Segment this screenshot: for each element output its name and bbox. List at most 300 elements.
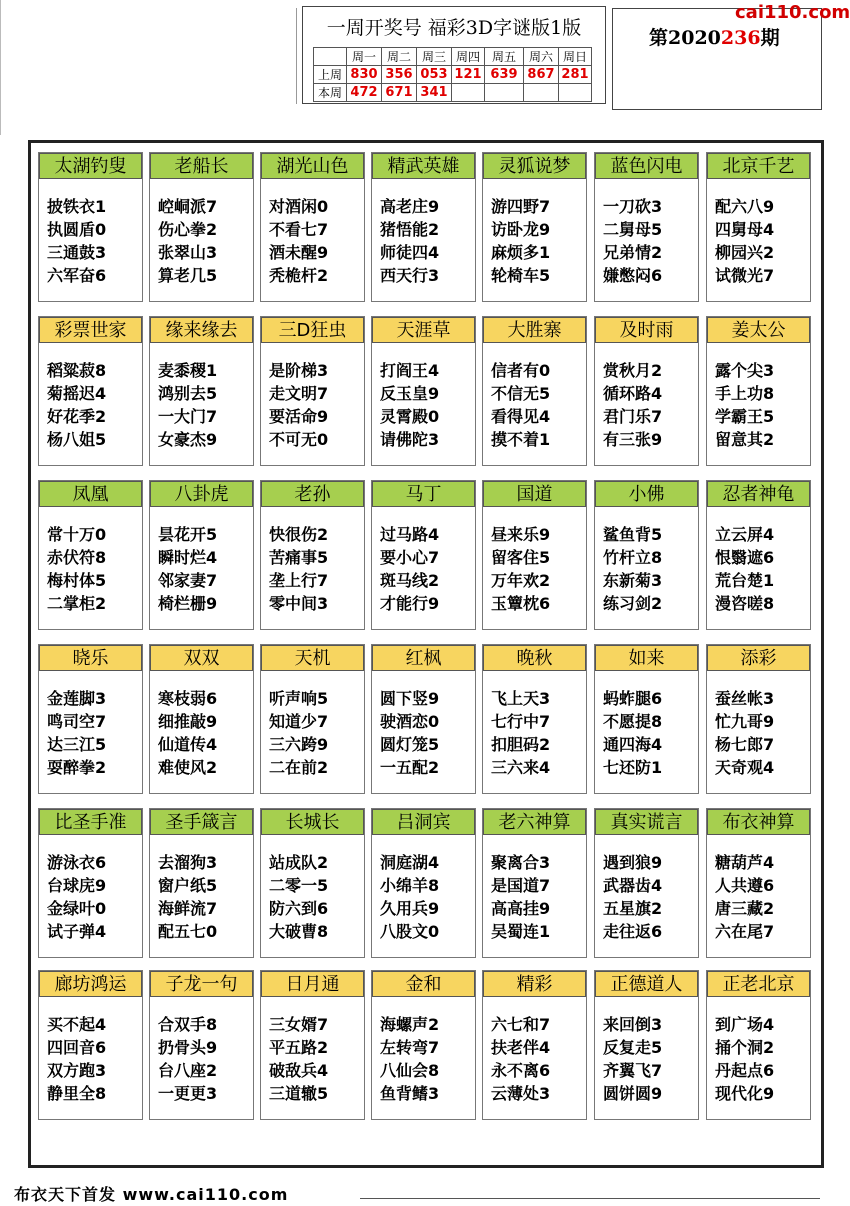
puzzle-cell-title: 老六神算 [483, 809, 586, 835]
puzzle-phrase: 练习剑2 [603, 594, 663, 613]
puzzle-phrase: 六军奋6 [47, 266, 107, 285]
puzzle-phrase: 海螺声2 [380, 1015, 440, 1034]
puzzle-phrases [269, 687, 328, 779]
puzzle-phrase: 六七和7 [491, 1015, 551, 1034]
last-week-label: 上周 [314, 66, 347, 84]
puzzle-cell [149, 644, 254, 794]
puzzle-cell [594, 316, 699, 466]
puzzle-phrases [380, 359, 439, 451]
puzzle-cell [371, 808, 476, 958]
puzzle-phrase: 二零一5 [269, 876, 329, 895]
puzzle-phrases [158, 523, 217, 615]
puzzle-phrase: 四回音6 [47, 1038, 107, 1057]
puzzle-cell [149, 970, 254, 1120]
puzzle-phrase: 才能行9 [380, 594, 440, 613]
draw-number: 281 [559, 66, 592, 84]
puzzle-phrase: 赏秋月2 [603, 361, 663, 380]
puzzle-cell [38, 316, 143, 466]
puzzle-phrase: 竹杆立8 [603, 548, 663, 567]
puzzle-cell-title: 北京千艺 [707, 153, 810, 179]
puzzle-phrase: 对酒闲0 [269, 197, 329, 216]
draw-number [524, 84, 559, 102]
puzzle-phrases [603, 851, 662, 943]
puzzle-phrases [715, 523, 774, 615]
puzzle-phrase: 斑马线2 [380, 571, 440, 590]
puzzle-cell-title: 忍者神龟 [707, 481, 810, 507]
puzzle-phrase: 糖葫芦4 [715, 853, 775, 872]
puzzle-phrase: 金莲脚3 [47, 689, 107, 708]
puzzle-phrase: 杨八姐5 [47, 430, 107, 449]
puzzle-phrase: 耍醉拳2 [47, 758, 107, 777]
puzzle-phrase: 现代化9 [715, 1084, 775, 1103]
puzzle-cell-title: 大胜寨 [483, 317, 586, 343]
puzzle-phrase: 七还防1 [603, 758, 663, 777]
puzzle-phrase: 三通鼓3 [47, 243, 107, 262]
puzzle-cell [149, 152, 254, 302]
puzzle-cell-title: 蓝色闪电 [595, 153, 698, 179]
puzzle-cell [706, 480, 811, 630]
puzzle-cell-title: 精武英雄 [372, 153, 475, 179]
puzzle-phrase: 要小心7 [380, 548, 440, 567]
puzzle-phrase: 聚离合3 [491, 853, 551, 872]
puzzle-phrases [47, 523, 106, 615]
puzzle-phrase: 恨翳遮6 [715, 548, 775, 567]
puzzle-cell-title: 添彩 [707, 645, 810, 671]
puzzle-cell-title: 圣手箴言 [150, 809, 253, 835]
puzzle-phrase: 昼来乐9 [491, 525, 551, 544]
puzzle-cell-title: 金和 [372, 971, 475, 997]
footer-line [360, 1198, 820, 1199]
puzzle-cell-title: 廊坊鸿运 [39, 971, 142, 997]
puzzle-cell-title: 老孙 [261, 481, 364, 507]
puzzle-phrase: 好花季2 [47, 407, 107, 426]
puzzle-cell [260, 480, 365, 630]
puzzle-phrases [269, 1013, 328, 1105]
puzzle-phrases [47, 195, 106, 287]
puzzle-phrase: 东新菊3 [603, 571, 663, 590]
puzzle-phrase: 立云屏4 [715, 525, 775, 544]
puzzle-phrase: 八仙会8 [380, 1061, 440, 1080]
puzzle-phrases [491, 523, 550, 615]
puzzle-phrase: 是国道7 [491, 876, 551, 895]
puzzle-phrase: 打阎王4 [380, 361, 440, 380]
day-label: 周二 [382, 48, 417, 66]
puzzle-phrase: 嫌憋闷6 [603, 266, 663, 285]
puzzle-cell-title: 吕洞宾 [372, 809, 475, 835]
puzzle-phrases [491, 851, 550, 943]
puzzle-phrase: 六在尾7 [715, 922, 775, 941]
days-row [314, 48, 592, 66]
puzzle-phrase: 留意其2 [715, 430, 775, 449]
puzzle-phrase: 细推敲9 [158, 712, 218, 731]
puzzle-cell [260, 970, 365, 1120]
puzzle-cell-title: 三D狂虫 [261, 317, 364, 343]
puzzle-phrase: 游四野7 [491, 197, 551, 216]
puzzle-phrase: 过马路4 [380, 525, 440, 544]
puzzle-cell [706, 316, 811, 466]
puzzle-phrase: 圆灯笼5 [380, 735, 440, 754]
puzzle-cell [482, 970, 587, 1120]
weekly-results-box [302, 6, 606, 104]
puzzle-phrase: 达三江5 [47, 735, 107, 754]
puzzle-phrase: 扔骨头9 [158, 1038, 218, 1057]
puzzle-phrase: 一刀砍3 [603, 197, 663, 216]
puzzle-phrases [47, 687, 106, 779]
puzzle-phrase: 唐三藏2 [715, 899, 775, 918]
last-week-row [314, 66, 592, 84]
puzzle-phrase: 左转弯7 [380, 1038, 440, 1057]
edge-line [0, 0, 1, 135]
puzzle-phrase: 五星旗2 [603, 899, 663, 918]
puzzle-phrase: 麦黍稷1 [158, 361, 218, 380]
draw-number [485, 84, 524, 102]
puzzle-phrase: 鸣司空7 [47, 712, 107, 731]
puzzle-cell [38, 970, 143, 1120]
puzzle-cell [482, 316, 587, 466]
puzzle-cell-title: 缘来缘去 [150, 317, 253, 343]
puzzle-cell [371, 644, 476, 794]
draw-number: 867 [524, 66, 559, 84]
puzzle-phrase: 静里全8 [47, 1084, 107, 1103]
puzzle-cell [149, 808, 254, 958]
puzzle-phrase: 窗户纸5 [158, 876, 218, 895]
puzzle-phrase: 君门乐7 [603, 407, 663, 426]
puzzle-phrase: 配六八9 [715, 197, 775, 216]
draw-number [559, 84, 592, 102]
puzzle-cell [371, 970, 476, 1120]
puzzle-phrases [603, 359, 662, 451]
puzzle-phrase: 零中间3 [269, 594, 329, 613]
puzzle-phrase: 万年欢2 [491, 571, 551, 590]
puzzle-phrases [603, 523, 662, 615]
puzzle-phrases [380, 195, 439, 287]
puzzle-cell-title: 马丁 [372, 481, 475, 507]
puzzle-phrase: 二舅母5 [603, 220, 663, 239]
draw-number: 639 [485, 66, 524, 84]
puzzle-phrase: 圆下竖9 [380, 689, 440, 708]
puzzle-cell-title: 正老北京 [707, 971, 810, 997]
puzzle-cell [594, 152, 699, 302]
puzzle-phrase: 鲨鱼背5 [603, 525, 663, 544]
puzzle-phrase: 梅村体5 [47, 571, 107, 590]
puzzle-phrase: 摸不着1 [491, 430, 551, 449]
puzzle-phrase: 驶酒恋0 [380, 712, 440, 731]
puzzle-phrases [715, 195, 774, 287]
puzzle-phrase: 试微光7 [715, 266, 775, 285]
puzzle-phrase: 学霸王5 [715, 407, 775, 426]
puzzle-phrase: 留客住5 [491, 548, 551, 567]
puzzle-phrases [269, 195, 328, 287]
puzzle-phrase: 永不离6 [491, 1061, 551, 1080]
puzzle-phrase: 鸿别去5 [158, 384, 218, 403]
puzzle-phrase: 八股文0 [380, 922, 440, 941]
puzzle-phrase: 鱼背鳍3 [380, 1084, 440, 1103]
puzzle-cell [371, 480, 476, 630]
puzzle-cell-title: 红枫 [372, 645, 475, 671]
puzzle-phrase: 云薄处3 [491, 1084, 551, 1103]
puzzle-phrase: 遇到狼9 [603, 853, 663, 872]
puzzle-cell-title: 正德道人 [595, 971, 698, 997]
puzzle-phrase: 西天行3 [380, 266, 440, 285]
puzzle-cell [594, 480, 699, 630]
puzzle-phrase: 赤伏符8 [47, 548, 107, 567]
puzzle-phrase: 荒台楚1 [715, 571, 775, 590]
puzzle-cell-title: 天涯草 [372, 317, 475, 343]
puzzle-phrase: 配五七0 [158, 922, 218, 941]
puzzle-phrase: 忙九哥9 [715, 712, 775, 731]
puzzle-cell-title: 老船长 [150, 153, 253, 179]
puzzle-phrases [380, 523, 439, 615]
puzzle-cell [260, 316, 365, 466]
puzzle-phrase: 丹起点6 [715, 1061, 775, 1080]
puzzle-phrase: 金绿叶0 [47, 899, 107, 918]
puzzle-cell [482, 152, 587, 302]
draw-number [452, 84, 485, 102]
puzzle-phrase: 到广场4 [715, 1015, 775, 1034]
day-label: 周六 [524, 48, 559, 66]
puzzle-phrase: 买不起4 [47, 1015, 107, 1034]
puzzle-cell [260, 644, 365, 794]
puzzle-phrase: 双方跑3 [47, 1061, 107, 1080]
puzzle-cell-title: 湖光山色 [261, 153, 364, 179]
issue-prefix: 第2020 [649, 27, 721, 49]
puzzle-phrase: 难使风2 [158, 758, 218, 777]
day-label: 周日 [559, 48, 592, 66]
puzzle-phrase: 仙道传4 [158, 735, 218, 754]
puzzle-phrase: 捅个洞2 [715, 1038, 775, 1057]
puzzle-phrases [47, 851, 106, 943]
puzzle-phrase: 通四海4 [603, 735, 663, 754]
issue-number-red: 236 [720, 27, 761, 49]
puzzle-phrase: 高高挂9 [491, 899, 551, 918]
this-week-label: 本周 [314, 84, 347, 102]
puzzle-cell [482, 480, 587, 630]
puzzle-cell-title: 及时雨 [595, 317, 698, 343]
puzzle-phrases [491, 359, 550, 451]
puzzle-cell-title: 长城长 [261, 809, 364, 835]
puzzle-phrase: 扣胆码2 [491, 735, 551, 754]
issue-number [649, 23, 780, 50]
puzzle-cell [371, 152, 476, 302]
puzzle-phrase: 手上功8 [715, 384, 775, 403]
puzzle-phrase: 杨七郎7 [715, 735, 775, 754]
puzzle-phrases [603, 687, 662, 779]
puzzle-phrase: 小绵羊8 [380, 876, 440, 895]
puzzle-cell-title: 小佛 [595, 481, 698, 507]
puzzle-phrase: 苦痛事5 [269, 548, 329, 567]
puzzle-cell-title: 国道 [483, 481, 586, 507]
puzzle-phrase: 久用兵9 [380, 899, 440, 918]
puzzle-phrase: 台球庑9 [47, 876, 107, 895]
puzzle-phrase: 不看七7 [269, 220, 329, 239]
puzzle-phrase: 不可无0 [269, 430, 329, 449]
day-label: 周三 [417, 48, 452, 66]
draw-number: 053 [417, 66, 452, 84]
puzzle-phrase: 酒未醒9 [269, 243, 329, 262]
puzzle-cell [149, 316, 254, 466]
puzzle-cell-title: 晓乐 [39, 645, 142, 671]
puzzle-cell [706, 152, 811, 302]
puzzle-phrases [158, 1013, 217, 1105]
puzzle-phrase: 扶老伴4 [491, 1038, 551, 1057]
puzzle-phrase: 寒枝弱6 [158, 689, 218, 708]
puzzle-phrase: 走往返6 [603, 922, 663, 941]
puzzle-phrase: 反复走5 [603, 1038, 663, 1057]
puzzle-cell [594, 970, 699, 1120]
puzzle-phrase: 垄上行7 [269, 571, 329, 590]
puzzle-phrase: 知道少7 [269, 712, 329, 731]
puzzle-phrase: 有三张9 [603, 430, 663, 449]
puzzle-phrase: 常十万0 [47, 525, 107, 544]
puzzle-phrases [715, 851, 774, 943]
puzzle-phrases [269, 851, 328, 943]
puzzle-phrase: 玉簟枕6 [491, 594, 551, 613]
puzzle-cell [260, 152, 365, 302]
puzzle-phrase: 防六到6 [269, 899, 329, 918]
puzzle-phrase: 人共遵6 [715, 876, 775, 895]
puzzle-cell-title: 晚秋 [483, 645, 586, 671]
puzzle-phrase: 兄弟情2 [603, 243, 663, 262]
puzzle-phrase: 是阶梯3 [269, 361, 329, 380]
puzzle-cell [706, 970, 811, 1120]
puzzle-phrase: 飞上天3 [491, 689, 551, 708]
puzzle-cell [482, 644, 587, 794]
puzzle-phrase: 蚂蚱腿6 [603, 689, 663, 708]
puzzle-phrase: 二在前2 [269, 758, 329, 777]
puzzle-phrase: 听声响5 [269, 689, 329, 708]
puzzle-cell-title: 八卦虎 [150, 481, 253, 507]
puzzle-phrase: 高老庄9 [380, 197, 440, 216]
day-label: 周五 [485, 48, 524, 66]
puzzle-cell [149, 480, 254, 630]
puzzle-cell [482, 808, 587, 958]
puzzle-phrase: 轮椅车5 [491, 266, 551, 285]
issue-suffix: 期 [760, 27, 780, 49]
puzzle-phrases [47, 359, 106, 451]
puzzle-phrase: 昙花开5 [158, 525, 218, 544]
puzzle-phrase: 算老几5 [158, 266, 218, 285]
puzzle-phrase: 二掌柜2 [47, 594, 107, 613]
draw-number: 830 [347, 66, 382, 84]
puzzle-cell [594, 808, 699, 958]
draw-number: 341 [417, 84, 452, 102]
puzzle-cell [706, 808, 811, 958]
puzzle-cell-title: 比圣手准 [39, 809, 142, 835]
puzzle-phrase: 合双手8 [158, 1015, 218, 1034]
puzzle-phrase: 猪悟能2 [380, 220, 440, 239]
puzzle-phrases [158, 195, 217, 287]
puzzle-cell [594, 644, 699, 794]
draw-number: 121 [452, 66, 485, 84]
puzzle-phrase: 张翠山3 [158, 243, 218, 262]
puzzle-phrase: 游泳衣6 [47, 853, 107, 872]
puzzle-phrase: 武器齿4 [603, 876, 663, 895]
puzzle-phrases [158, 851, 217, 943]
puzzle-phrase: 椅栏栅9 [158, 594, 218, 613]
puzzle-phrase: 柳园兴2 [715, 243, 775, 262]
puzzle-phrases [269, 523, 328, 615]
draw-number: 671 [382, 84, 417, 102]
puzzle-phrases [603, 1013, 662, 1105]
puzzle-phrase: 反玉皇9 [380, 384, 440, 403]
puzzle-phrase: 秃桅杆2 [269, 266, 329, 285]
puzzle-cell-title: 真实谎言 [595, 809, 698, 835]
this-week-row [314, 84, 592, 102]
puzzle-phrase: 破敌兵4 [269, 1061, 329, 1080]
puzzle-phrase: 菊摇迟4 [47, 384, 107, 403]
puzzle-phrase: 一大门7 [158, 407, 218, 426]
puzzle-phrase: 天奇观4 [715, 758, 775, 777]
puzzle-phrase: 蚕丝帐3 [715, 689, 775, 708]
puzzle-phrases [715, 359, 774, 451]
puzzle-phrases [269, 359, 328, 451]
puzzle-phrases [380, 687, 439, 779]
puzzle-cell-title: 灵狐说梦 [483, 153, 586, 179]
puzzle-phrase: 七行中7 [491, 712, 551, 731]
puzzle-phrase: 走文明7 [269, 384, 329, 403]
puzzle-phrase: 三道辙5 [269, 1084, 329, 1103]
site-logo[interactable]: cai110.com [735, 2, 850, 23]
puzzle-phrase: 洞庭湖4 [380, 853, 440, 872]
puzzle-phrase: 站成队2 [269, 853, 329, 872]
puzzle-phrase: 三六来4 [491, 758, 551, 777]
puzzle-phrase: 瞬时烂4 [158, 548, 218, 567]
puzzle-phrase: 漫咨嗟8 [715, 594, 775, 613]
header-title: 一周开奖号 福彩3D字谜版1版 [326, 17, 582, 39]
puzzle-phrases [491, 195, 550, 287]
puzzle-phrase: 看得见4 [491, 407, 551, 426]
puzzle-phrase: 平五路2 [269, 1038, 329, 1057]
puzzle-phrase: 访卧龙9 [491, 220, 551, 239]
puzzle-phrase: 麻烦多1 [491, 243, 551, 262]
puzzle-phrase: 露个尖3 [715, 361, 775, 380]
issue-box [612, 8, 822, 110]
puzzle-phrases [158, 687, 217, 779]
puzzle-phrase: 一五配2 [380, 758, 440, 777]
puzzle-cell [38, 644, 143, 794]
day-label: 周四 [452, 48, 485, 66]
puzzle-phrase: 稻粱菽8 [47, 361, 107, 380]
puzzle-phrase: 女豪杰9 [158, 430, 218, 449]
puzzle-phrase: 循环路4 [603, 384, 663, 403]
puzzle-phrase: 去溜狗3 [158, 853, 218, 872]
puzzle-phrase: 三六跨9 [269, 735, 329, 754]
puzzle-phrase: 大破曹8 [269, 922, 329, 941]
day-label: 周一 [347, 48, 382, 66]
puzzle-phrase: 不信无5 [491, 384, 551, 403]
puzzle-cell-title: 姜太公 [707, 317, 810, 343]
puzzle-cell [706, 644, 811, 794]
puzzle-phrase: 三女婿7 [269, 1015, 329, 1034]
puzzle-cell-title: 如来 [595, 645, 698, 671]
puzzle-cell-title: 太湖钓叟 [39, 153, 142, 179]
puzzle-phrases [715, 1013, 774, 1105]
puzzle-phrases [380, 1013, 439, 1105]
puzzle-phrases [47, 1013, 106, 1105]
puzzle-phrase: 试子弹4 [47, 922, 107, 941]
puzzle-cell [260, 808, 365, 958]
puzzle-phrase: 一更更3 [158, 1084, 218, 1103]
puzzle-phrases [158, 359, 217, 451]
puzzle-phrase: 披铁衣1 [47, 197, 107, 216]
puzzle-cell [38, 152, 143, 302]
puzzle-phrase: 吴蜀连1 [491, 922, 551, 941]
puzzle-phrase: 不愿提8 [603, 712, 663, 731]
puzzle-phrase: 灵霄殿0 [380, 407, 440, 426]
puzzle-phrases [603, 195, 662, 287]
footer-text: 布衣天下首发 www.cai110.com [14, 1185, 289, 1204]
puzzle-phrases [491, 1013, 550, 1105]
